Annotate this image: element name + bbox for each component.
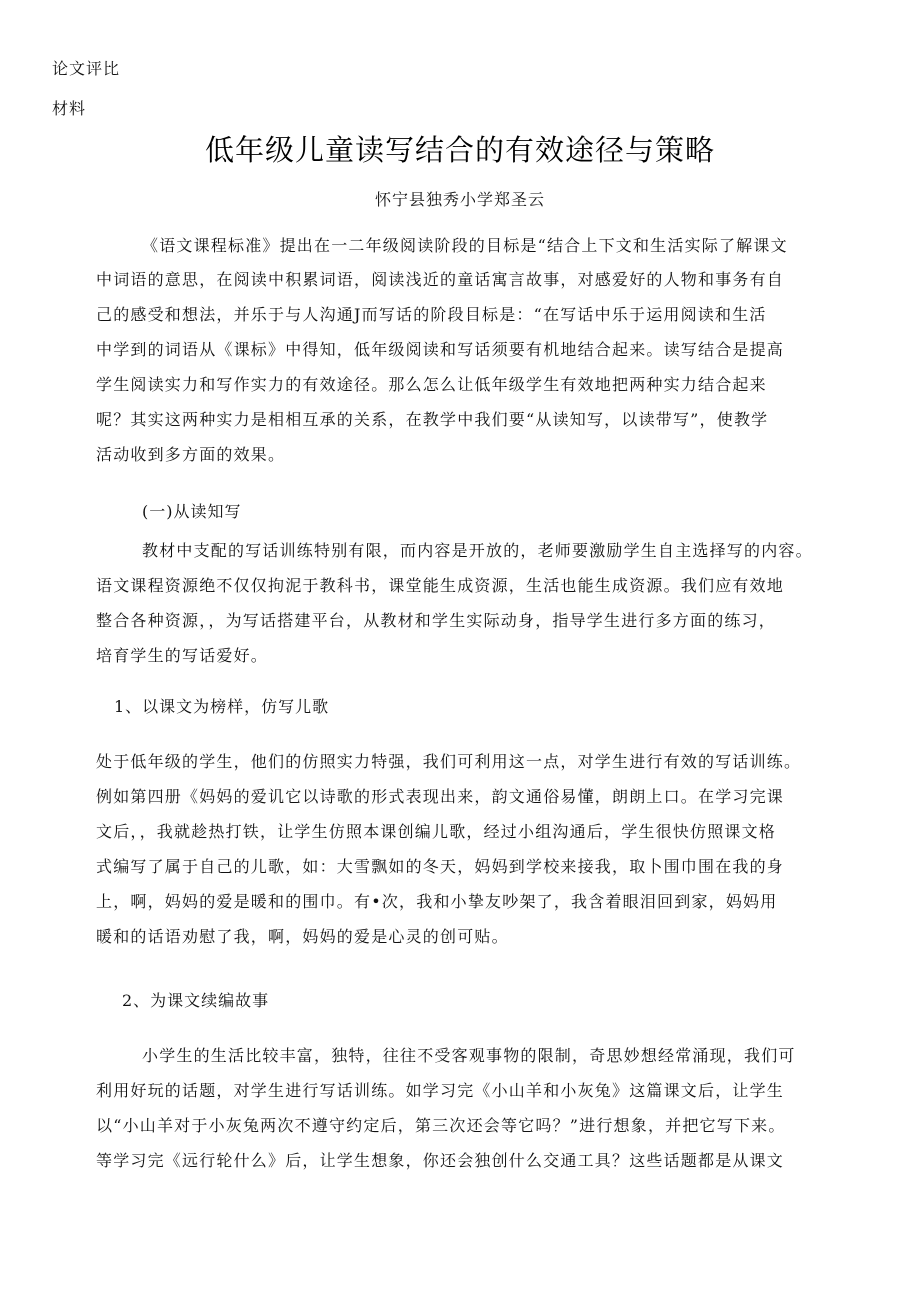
subsection-line: 暖和的话语劝慰了我，啊，妈妈的爱是心灵的创可贴。 bbox=[96, 927, 509, 946]
section-heading: (一)从读知写 bbox=[142, 502, 242, 521]
subsection-line: 式编写了属于自己的儿歌，如：大雪飘如的冬天，妈妈到学校来接我，取卜围巾围在我的身 bbox=[96, 857, 785, 876]
subsection-line: 以“小山羊对于小灰兔两次不遵守约定后，第三次还会等它吗？”进行想象，并把它写下来。 bbox=[96, 1116, 786, 1135]
subsection-line: 文后，，我就趁热打铁，让学生仿照本课创编儿歌，经过小组沟通后，学生很快仿照课文格 bbox=[96, 822, 777, 841]
section-line: 整合各种资源，，为写话搭建平台，从教材和学生实际动身，指导学生进行多方面的练习， bbox=[96, 611, 777, 630]
intro-line: 学生阅读实力和写作实力的有效途径。那么怎么让低年级学生有效地把两种实力结合起来 bbox=[96, 375, 767, 394]
header-label-line1: 论文评比 bbox=[52, 59, 121, 78]
subsection-line: 小学生的生活比较丰富，独特，往往不受客观事物的限制，奇思妙想经常涌现，我们可 bbox=[142, 1046, 796, 1065]
subsection-line: 例如第四册《妈妈的爱讥它以诗歌的形式表现出来，韵文通俗易懂，朗朗上口。在学习完课 bbox=[96, 787, 785, 806]
subsection-line: 上，啊，妈妈的爱是暖和的围巾。有•次，我和小挚友吵架了，我含着眼泪回到家，妈妈用 bbox=[96, 892, 778, 911]
subsection-line: 等学习完《远行轮什么》后，让学生想象，你还会独创什么交通工具？这些话题都是从课文 bbox=[96, 1151, 785, 1170]
section-line: 语文课程资源绝不仅仅拘泥于教科书，课堂能生成资源，生活也能生成资源。我们应有效地 bbox=[96, 576, 785, 595]
intro-line: 呢？其实这两种实力是相相互承的关系，在教学中我们要“从读知写，以读带写”，使教学 bbox=[96, 410, 769, 429]
intro-line: 中词语的意思，在阅读中积累词语，阅读浅近的童话寓言故事，对感爱好的人物和事务有自 bbox=[96, 270, 785, 289]
document-title: 低年级儿童读写结合的有效途径与策略 bbox=[204, 133, 715, 167]
section-line: 教材中支配的写话训练特别有限，而内容是开放的，老师要激励学生自主选择写的内容。 bbox=[142, 541, 813, 560]
intro-line: 己的感受和想法，并乐于与人沟通J而写话的阶段目标是：“在写话中乐于运用阅读和生活 bbox=[96, 305, 767, 324]
subsection-heading: 1、以课文为榜样，仿写儿歌 bbox=[114, 697, 330, 716]
document-author: 怀宁县独秀小学郑圣云 bbox=[374, 190, 545, 209]
subsection-line: 利用好玩的话题，对学生进行写话训练。如学习完《小山羊和小灰兔》这篇课文后，让学生 bbox=[96, 1081, 785, 1100]
section-line: 培育学生的写话爱好。 bbox=[96, 646, 269, 665]
header-label-line2: 材料 bbox=[52, 99, 87, 118]
intro-line: 《语文课程标准》提出在一二年级阅读阶段的目标是“结合上下文和生活实际了解课文 bbox=[142, 236, 788, 255]
subsection-line: 处于低年级的学生，他们的仿照实力特强，我们可利用这一点，对学生进行有效的写话训练。 bbox=[96, 752, 802, 771]
subsection-heading: 2、为课文续编故事 bbox=[122, 991, 270, 1010]
intro-line: 活动收到多方面的效果。 bbox=[96, 445, 286, 464]
intro-line: 中学到的词语从《课标》中得知，低年级阅读和写话须要有机地结合起来。读写结合是提高 bbox=[96, 340, 785, 359]
